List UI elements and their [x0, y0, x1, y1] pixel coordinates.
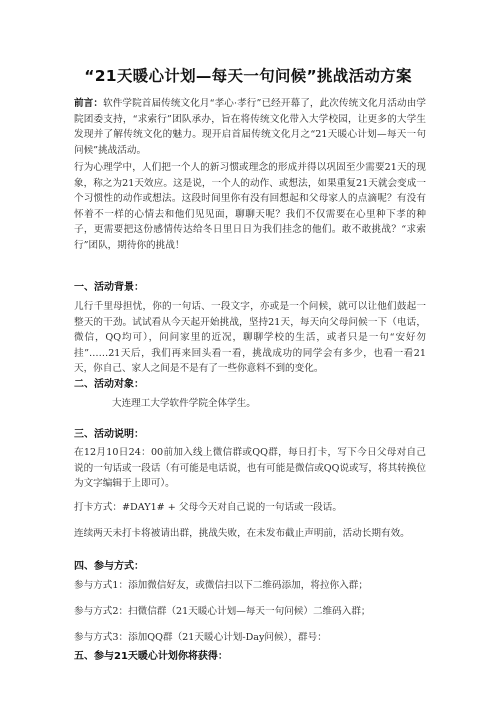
preface-label: 前言：	[74, 98, 104, 109]
document-title: “21天暖心计划—每天一句问候”挑战活动方案	[84, 67, 412, 85]
participation-item-3: 参与方式3：添加QQ群（21天暖心计划-Day问候），群号：	[74, 632, 327, 643]
intro-paragraph: 行为心理学中，人们把一个人的新习惯或理念的形成并得以巩固至少需要21天的现象，称之为21天效应。这是说，一个人的动作、或想法，如果重复21天就会变成一个习惯性的动作或想法。这段时间里你有没有回想起和父母家人的点滴呢？有没有怀着不一样的心情去和他们见见面，聊聊天呢？我们不仅需要在心里种下孝的种子，更需要把这份感情传达给冬日里日日为我们挂念的他们。敢不敢挑战？“求索行”团队，期待你的挑战！	[74, 162, 426, 251]
participation-item-2: 参与方式2：扫微信群（21天暖心计划—每天一句问候）二维码入群；	[74, 606, 371, 617]
section-heading-participation: 四、参与方式：	[74, 561, 144, 572]
background-paragraph: 儿行千里母担忧，你的一句话、一段文字，亦或是一个问候，就可以让他们鼓起一整天的干劲。试试看从今天起开始挑战，坚持21天，每天向父母问候一下（电话，微信，QQ均可），问问家里的近况，聊聊学校的生活，或者只是一句“安好勿挂”……21天后，我们再来回头看一看，挑战成功的同学会有多少，也看一看21天，你自己、家人之间是不是有了一些你意料不到的变化。	[74, 301, 426, 375]
section-heading-target: 二、活动对象：	[74, 379, 144, 390]
section-heading-benefits: 五、参与21天暖心计划你将获得：	[74, 651, 228, 662]
target-paragraph: 大连理工大学软件学院全体学生。	[112, 398, 256, 409]
preface-paragraph	[74, 96, 426, 158]
rules-paragraph: 连续两天未打卡将被请出群，挑战失败，在未发布截止声明前，活动长期有效。	[74, 528, 410, 539]
participation-item-1: 参与方式1：添加微信好友，或微信扫以下二维码添加，将拉你入群；	[74, 580, 368, 591]
section-heading-description: 三、活动说明：	[74, 429, 144, 440]
description-paragraph: 在12月10日24：00前加入线上微信群或QQ群，每日打卡，写下今日父母对自己说的一句话或一段话（有可能是电话说，也有可能是微信或QQ说或写，将其转换位为文字编辑于上即可）。	[74, 447, 426, 490]
checkin-format-paragraph: 打卡方式：#DAY1# + 父母今天对自己说的一句话或一段话。	[74, 502, 342, 513]
preface-text: 软件学院首届传统文化月“孝心·孝行”已经开幕了，此次传统文化月活动由学院团委支持，“求索行”团队承办，旨在将传统文化带入大学校园，让更多的大学生发现并了解传统文化的魅力。现开启首届传统文化月之“21天暖心计划—每天一句问候”挑战活动。	[74, 98, 427, 156]
section-heading-background: 一、活动背景：	[74, 282, 144, 293]
